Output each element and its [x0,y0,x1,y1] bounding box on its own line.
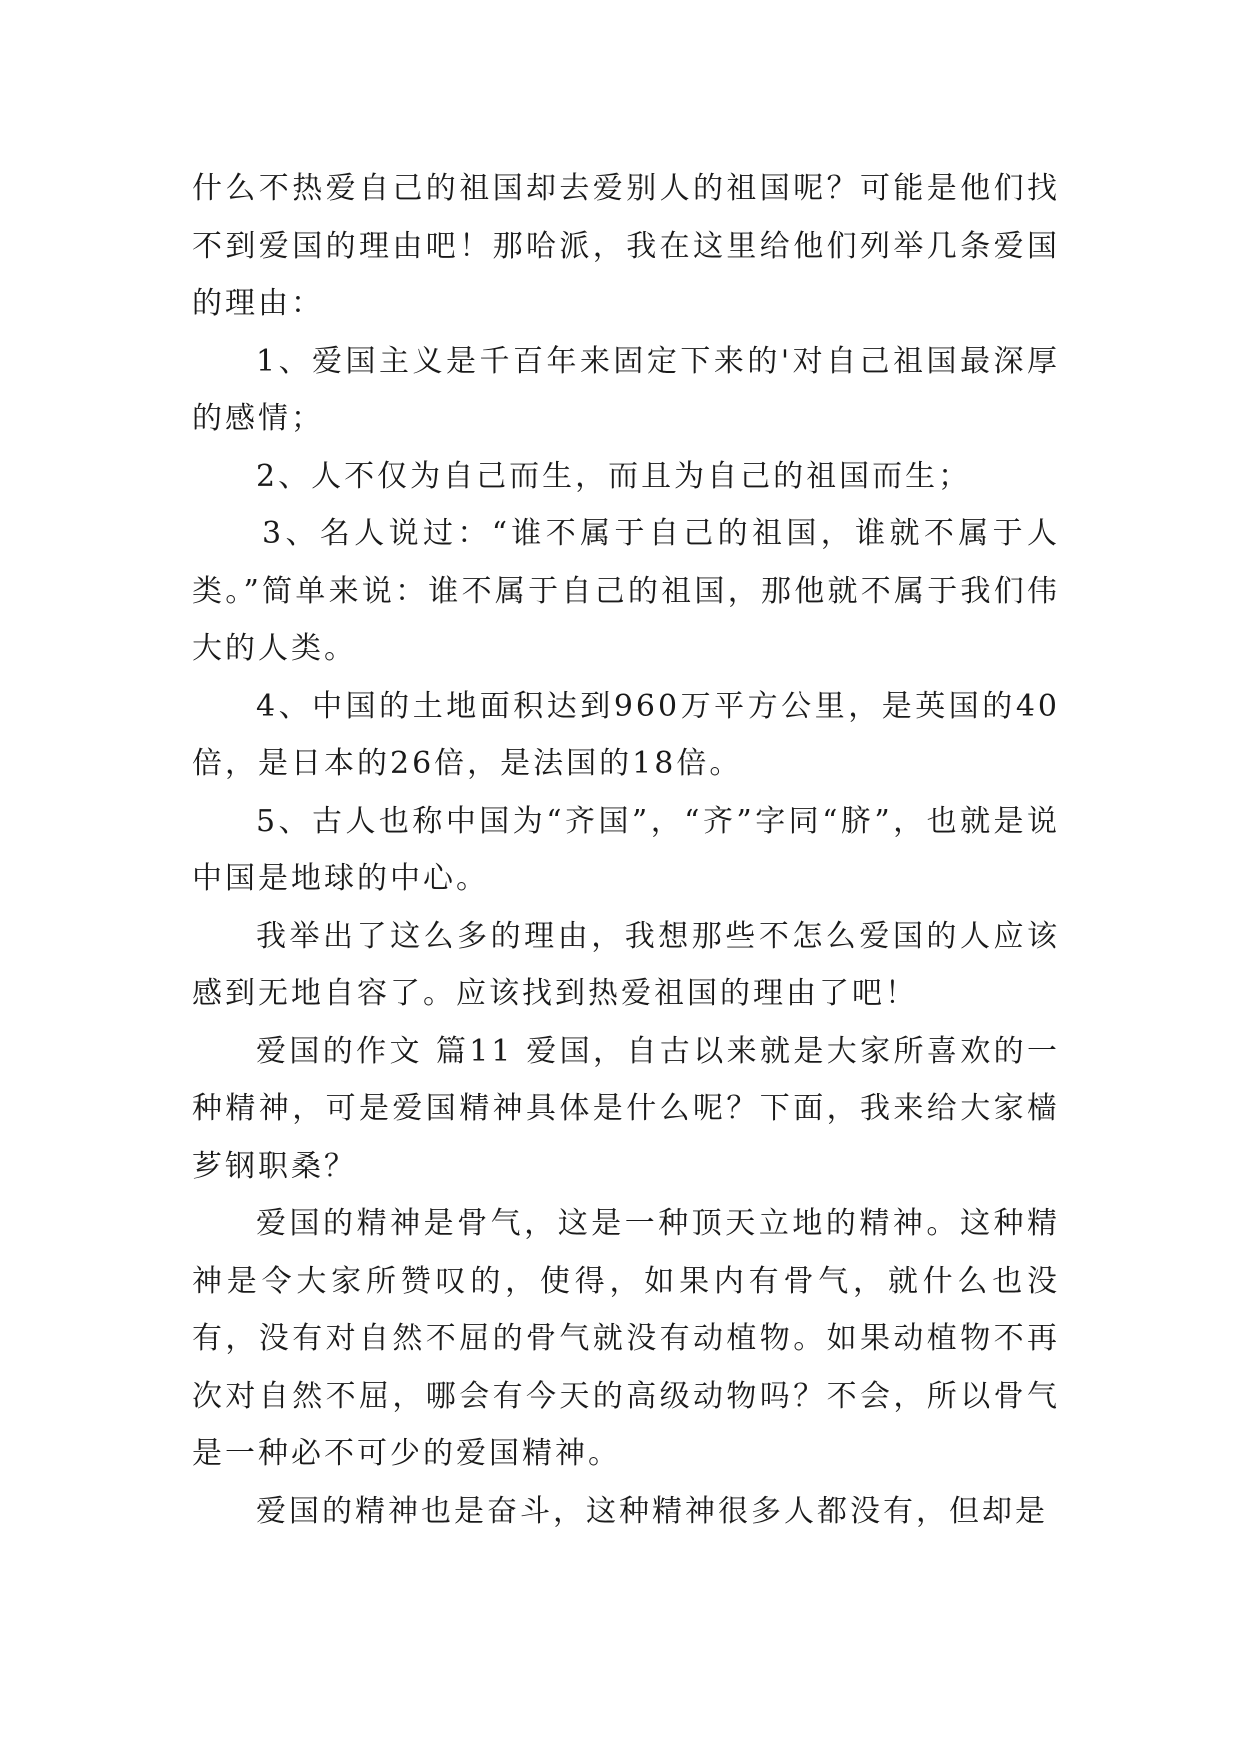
paragraph-reason-1: 1、爱国主义是千百年来固定下来的'对自己祖国最深厚的感情； [192,343,1060,436]
paragraph-intro-continued: 什么不热爱自己的祖国却去爱别人的祖国呢？可能是他们找不到爱国的理由吧！那哈派，我在这里给他们列举几条爱国的理由： [192,171,1060,321]
paragraph-backbone: 爱国的精神是骨气，这是一种顶天立地的精神。这种精神是令大家所赞叹的，使得，如果内有骨气，就什么也没有，没有对自然不屈的骨气就没有动植物。如果动植物不再次对自然不屈，哪会有今天的高级动物吗？不会，所以骨气是一种必不可少的爱国精神。 [192,1206,1060,1471]
paragraph-essay-11-intro: 爱国的作文 篇11 爱国，自古以来就是大家所喜欢的一种精神，可是爱国精神具体是什么呢？下面，我来给大家樯芗钢职桑？ [192,1033,1060,1184]
paragraph-conclusion: 我举出了这么多的理由，我想那些不怎么爱国的人应该感到无地自容了。应该找到热爱祖国的理由了吧！ [192,918,1060,1011]
paragraph-reason-4: 4、中国的土地面积达到960万平方公里，是英国的40倍，是日本的26倍，是法国的18倍。 [192,688,1060,781]
paragraph-reason-2: 2、人不仅为自己而生，而且为自己的祖国而生； [256,458,972,494]
paragraph-reason-5: 5、古人也称中国为“齐国”，“齐”字同“脐”，也就是说中国是地球的中心。 [192,803,1060,896]
paragraph-struggle: 爱国的精神也是奋斗，这种精神很多人都没有，但却是 [256,1493,1048,1529]
document-body [192,160,1060,1540]
paragraph-reason-3: 3、名人说过：“谁不属于自己的祖国，谁就不属于人类。”简单来说：谁不属于自己的祖国，那他就不属于我们伟大的人类。 [192,516,1060,666]
